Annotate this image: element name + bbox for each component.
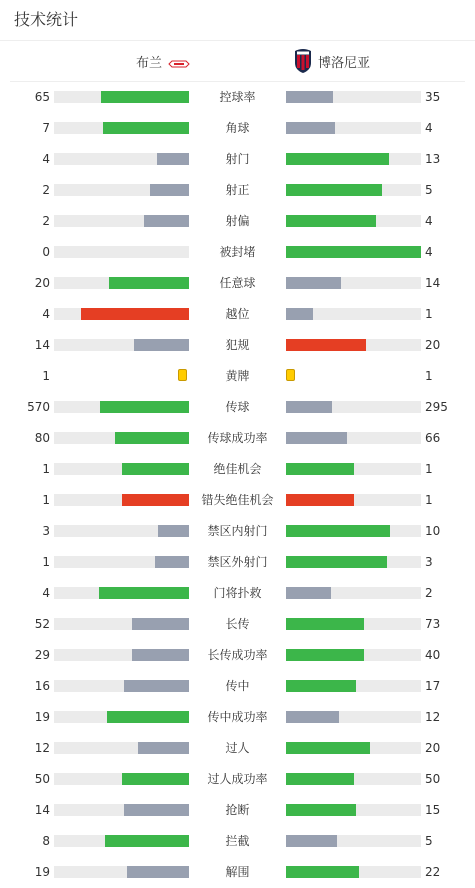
away-bar-track xyxy=(286,525,421,537)
away-value: 3 xyxy=(425,555,433,569)
away-value: 13 xyxy=(425,152,441,166)
home-value: 1 xyxy=(42,555,50,569)
stat-row xyxy=(0,143,475,174)
away-bar-fill xyxy=(286,618,364,630)
home-bar-track xyxy=(54,494,189,506)
stat-label: 控球率 xyxy=(219,90,256,104)
away-bar-fill xyxy=(286,556,387,568)
stat-label: 长传成功率 xyxy=(207,648,268,662)
away-bar-fill xyxy=(286,184,382,196)
stat-row xyxy=(0,825,475,856)
home-value: 2 xyxy=(42,214,50,228)
stat-row xyxy=(0,329,475,360)
home-value: 50 xyxy=(34,772,50,786)
stat-row xyxy=(0,298,475,329)
stat-row xyxy=(0,174,475,205)
home-value: 16 xyxy=(34,679,50,693)
stat-row xyxy=(0,794,475,825)
away-bar-track xyxy=(286,773,421,785)
stat-row xyxy=(0,732,475,763)
stat-row xyxy=(0,267,475,298)
home-value: 19 xyxy=(34,865,50,879)
home-bar-track xyxy=(54,804,189,816)
stat-label: 任意球 xyxy=(219,276,256,290)
away-bar-fill xyxy=(286,773,354,785)
away-bar-track xyxy=(286,494,421,506)
home-bar-fill xyxy=(124,680,189,692)
stat-label: 射门 xyxy=(225,152,250,166)
stat-row xyxy=(0,422,475,453)
away-value: 20 xyxy=(425,741,441,755)
home-value: 0 xyxy=(42,245,50,259)
stat-row xyxy=(0,639,475,670)
away-bar-track xyxy=(286,91,421,103)
home-team[interactable] xyxy=(136,41,190,81)
away-bar-track xyxy=(286,246,421,258)
home-bar-fill xyxy=(103,122,189,134)
away-bar-track xyxy=(286,680,421,692)
away-value: 10 xyxy=(425,524,441,538)
home-value: 1 xyxy=(42,493,50,507)
home-value: 29 xyxy=(34,648,50,662)
home-bar-fill xyxy=(109,277,189,289)
brann-crest-icon xyxy=(168,57,190,65)
home-bar-track xyxy=(54,432,189,444)
home-bar-track xyxy=(54,866,189,878)
stat-row xyxy=(0,763,475,794)
stat-row xyxy=(0,360,475,391)
home-value: 4 xyxy=(42,152,50,166)
home-bar-track xyxy=(54,153,189,165)
home-value: 19 xyxy=(34,710,50,724)
away-bar-fill xyxy=(286,649,364,661)
home-bar-fill xyxy=(107,711,189,723)
home-bar-track xyxy=(54,680,189,692)
away-bar-fill xyxy=(286,711,339,723)
away-bar-track xyxy=(286,742,421,754)
yellow-card-icon xyxy=(178,369,187,381)
page-header xyxy=(0,0,475,41)
home-value: 4 xyxy=(42,586,50,600)
home-bar-fill xyxy=(158,525,189,537)
away-value: 40 xyxy=(425,648,441,662)
home-bar-track xyxy=(54,556,189,568)
stat-label: 越位 xyxy=(225,307,250,321)
away-value: 4 xyxy=(425,245,433,259)
stat-label: 长传 xyxy=(225,617,250,631)
stat-label: 传中 xyxy=(225,679,250,693)
home-bar-fill xyxy=(105,835,189,847)
stat-label: 传球 xyxy=(225,400,250,414)
away-bar-track xyxy=(286,556,421,568)
home-bar-fill xyxy=(101,91,189,103)
stat-row xyxy=(0,205,475,236)
home-bar-fill xyxy=(99,587,189,599)
home-bar-track xyxy=(54,91,189,103)
home-value: 1 xyxy=(42,369,50,383)
stat-label: 角球 xyxy=(225,121,250,135)
away-bar-fill xyxy=(286,153,389,165)
home-bar-track xyxy=(54,773,189,785)
home-bar-fill xyxy=(155,556,189,568)
away-value: 15 xyxy=(425,803,441,817)
away-bar-fill xyxy=(286,339,366,351)
home-value: 14 xyxy=(34,338,50,352)
home-bar-track xyxy=(54,308,189,320)
away-value: 17 xyxy=(425,679,441,693)
teams-header xyxy=(10,41,465,82)
away-bar-track xyxy=(286,122,421,134)
stat-row xyxy=(0,856,475,887)
away-bar-track xyxy=(286,401,421,413)
away-bar-fill xyxy=(286,525,390,537)
home-value: 65 xyxy=(34,90,50,104)
home-bar-track xyxy=(54,711,189,723)
away-bar-track xyxy=(286,587,421,599)
home-bar-fill xyxy=(150,184,189,196)
away-bar-fill xyxy=(286,308,313,320)
home-bar-fill xyxy=(138,742,189,754)
stat-row xyxy=(0,81,475,112)
away-bar-track xyxy=(286,463,421,475)
home-value: 4 xyxy=(42,307,50,321)
home-bar-fill xyxy=(132,618,189,630)
away-value: 1 xyxy=(425,462,433,476)
home-bar-fill xyxy=(81,308,189,320)
home-value: 20 xyxy=(34,276,50,290)
home-value: 7 xyxy=(42,121,50,135)
home-team-name: 布兰 xyxy=(135,55,162,71)
stat-label: 解围 xyxy=(225,865,250,879)
away-bar-fill xyxy=(286,804,356,816)
home-bar-track xyxy=(54,184,189,196)
yellow-card-icon xyxy=(286,369,295,381)
home-value: 14 xyxy=(34,803,50,817)
home-value: 8 xyxy=(42,834,50,848)
stat-row xyxy=(0,701,475,732)
home-bar-track xyxy=(54,215,189,227)
stat-label: 传中成功率 xyxy=(207,710,268,724)
away-bar-fill xyxy=(286,432,347,444)
away-value: 73 xyxy=(425,617,441,631)
stat-row xyxy=(0,546,475,577)
away-bar-track xyxy=(286,866,421,878)
away-value: 1 xyxy=(425,369,433,383)
stat-label: 抢断 xyxy=(225,803,250,817)
away-value: 2 xyxy=(425,586,433,600)
away-value: 1 xyxy=(425,493,433,507)
away-bar-fill xyxy=(286,463,354,475)
home-bar-track xyxy=(54,618,189,630)
stat-label: 绝佳机会 xyxy=(213,462,262,476)
page-title: 技术统计 xyxy=(14,10,79,29)
home-bar-fill xyxy=(122,463,190,475)
away-value: 20 xyxy=(425,338,441,352)
stat-row xyxy=(0,577,475,608)
home-bar-fill xyxy=(132,649,189,661)
stat-row xyxy=(0,391,475,422)
home-bar-fill xyxy=(144,215,189,227)
away-bar-track xyxy=(286,835,421,847)
away-bar-fill xyxy=(286,680,356,692)
away-value: 35 xyxy=(425,90,441,104)
home-bar-track xyxy=(54,339,189,351)
away-bar-track xyxy=(286,215,421,227)
home-bar-track xyxy=(54,246,189,258)
home-value: 52 xyxy=(34,617,50,631)
home-bar-fill xyxy=(115,432,189,444)
stat-label: 射正 xyxy=(225,183,250,197)
home-value: 3 xyxy=(42,524,50,538)
home-bar-track xyxy=(54,742,189,754)
home-bar-fill xyxy=(122,773,190,785)
away-bar-fill xyxy=(286,91,333,103)
home-bar-fill xyxy=(122,494,190,506)
stat-row xyxy=(0,453,475,484)
home-value: 12 xyxy=(34,741,50,755)
stat-label: 黄牌 xyxy=(225,369,250,383)
home-bar-track xyxy=(54,122,189,134)
stat-label: 门将扑救 xyxy=(213,586,262,600)
home-bar-track xyxy=(54,587,189,599)
away-value: 5 xyxy=(425,183,433,197)
stat-row xyxy=(0,112,475,143)
stats-list xyxy=(0,81,475,887)
home-bar-fill xyxy=(100,401,189,413)
away-bar-track xyxy=(286,711,421,723)
home-bar-track xyxy=(54,525,189,537)
away-bar-fill xyxy=(286,587,331,599)
stat-row xyxy=(0,670,475,701)
away-bar-fill xyxy=(286,742,370,754)
away-bar-track xyxy=(286,153,421,165)
home-bar-fill xyxy=(127,866,189,878)
away-value: 22 xyxy=(425,865,441,879)
stat-row xyxy=(0,608,475,639)
away-bar-track xyxy=(286,277,421,289)
home-value: 2 xyxy=(42,183,50,197)
away-team[interactable] xyxy=(294,41,370,81)
away-bar-fill xyxy=(286,215,376,227)
away-bar-fill xyxy=(286,246,421,258)
stat-label: 拦截 xyxy=(225,834,250,848)
home-bar-fill xyxy=(124,804,189,816)
away-bar-fill xyxy=(286,835,337,847)
away-bar-track xyxy=(286,649,421,661)
stat-label: 过人成功率 xyxy=(207,772,268,786)
home-bar-track xyxy=(54,463,189,475)
away-bar-fill xyxy=(286,866,359,878)
home-bar-fill xyxy=(134,339,189,351)
away-value: 1 xyxy=(425,307,433,321)
home-bar-track xyxy=(54,835,189,847)
away-value: 66 xyxy=(425,431,441,445)
away-bar-track xyxy=(286,618,421,630)
stat-row xyxy=(0,484,475,515)
home-bar-fill xyxy=(157,153,189,165)
stat-label: 被封堵 xyxy=(219,245,256,259)
away-value: 12 xyxy=(425,710,441,724)
home-value: 570 xyxy=(27,400,50,414)
away-bar-track xyxy=(286,339,421,351)
away-bar-fill xyxy=(286,277,341,289)
away-bar-fill xyxy=(286,494,354,506)
stat-row xyxy=(0,236,475,267)
away-value: 5 xyxy=(425,834,433,848)
away-value: 4 xyxy=(425,214,433,228)
stat-label: 禁区内射门 xyxy=(207,524,268,538)
home-value: 80 xyxy=(34,431,50,445)
stat-label: 错失绝佳机会 xyxy=(201,493,274,507)
away-bar-fill xyxy=(286,122,335,134)
home-bar-track xyxy=(54,401,189,413)
stat-row xyxy=(0,515,475,546)
away-bar-track xyxy=(286,432,421,444)
away-value: 14 xyxy=(425,276,441,290)
home-bar-track xyxy=(54,649,189,661)
stat-label: 犯规 xyxy=(225,338,250,352)
stat-label: 禁区外射门 xyxy=(207,555,268,569)
away-bar-track xyxy=(286,804,421,816)
home-bar-track xyxy=(54,277,189,289)
away-team-name: 博洛尼亚 xyxy=(318,55,371,71)
away-bar-fill xyxy=(286,401,332,413)
home-value: 1 xyxy=(42,462,50,476)
away-value: 295 xyxy=(425,400,448,414)
stat-label: 射偏 xyxy=(225,214,250,228)
stat-label: 过人 xyxy=(225,741,250,755)
stat-label: 传球成功率 xyxy=(207,431,268,445)
away-value: 50 xyxy=(425,772,441,786)
away-bar-track xyxy=(286,308,421,320)
bologna-crest-icon xyxy=(294,48,312,74)
away-value: 4 xyxy=(425,121,433,135)
away-bar-track xyxy=(286,184,421,196)
